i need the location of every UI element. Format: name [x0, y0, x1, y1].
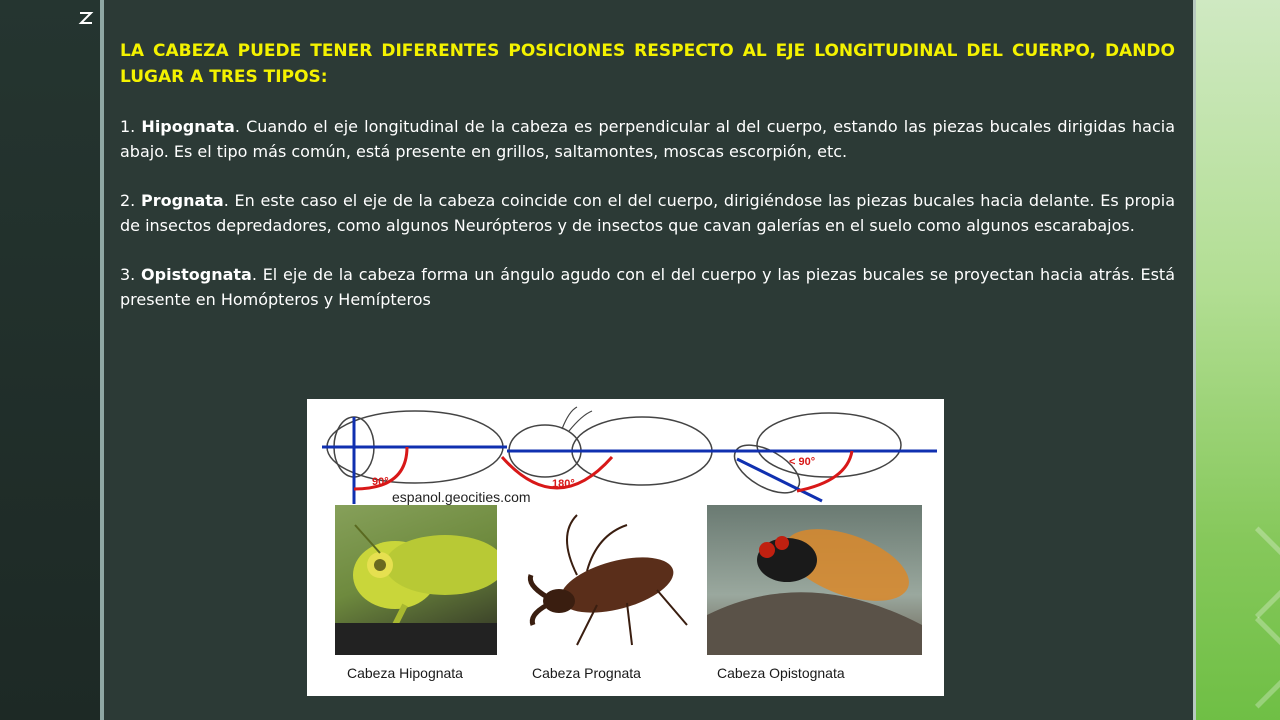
item-term: Hipognata	[141, 117, 235, 136]
left-margin-strip	[0, 0, 104, 720]
photo-grasshopper	[335, 505, 497, 655]
green-side-panel	[1196, 0, 1280, 720]
slide-content	[120, 38, 1175, 336]
slide-heading: LA CABEZA PUEDE TENER DIFERENTES POSICIONES RESPECTO AL EJE LONGITUDINAL DEL CUERPO, DANDO LUGAR A TRES TIPOS:	[120, 41, 1175, 87]
item-prognata	[120, 188, 1175, 238]
image-credit: espanol.geocities.com	[392, 489, 531, 505]
item-opistognata	[120, 262, 1175, 312]
photo-beetle	[517, 505, 699, 655]
item-number: 2.	[120, 191, 136, 210]
angle-label: 180°	[552, 478, 575, 490]
item-description: . Cuando el eje longitudinal de la cabeza es perpendicular al del cuerpo, estando las piezas bucales dirigidas hacia abajo. Es el tipo más común, está presente en grillos, saltamontes, moscas escorpión, etc.	[120, 117, 1175, 161]
caption-hipognata: Cabeza Hipognata	[347, 665, 463, 681]
item-description: . El eje de la cabeza forma un ángulo agudo con el del cuerpo y las piezas bucales se proyectan hacia atrás. Está presente en Homópteros y Hemípteros	[120, 265, 1175, 309]
angle-label: 90°	[372, 476, 389, 488]
photo-cicada	[707, 505, 922, 655]
head-positions-figure	[307, 399, 944, 696]
caption-opistognata: Cabeza Opistognata	[717, 665, 845, 681]
item-term: Prognata	[141, 191, 224, 210]
angle-label: < 90°	[789, 456, 816, 468]
logo-z-icon	[78, 10, 94, 26]
item-number: 1.	[120, 117, 136, 136]
item-term: Opistognata	[141, 265, 252, 284]
chevron-decoration-icon	[1213, 617, 1280, 709]
caption-prognata: Cabeza Prognata	[532, 665, 641, 681]
item-hipognata	[120, 114, 1175, 164]
chevron-decoration-icon	[1213, 527, 1280, 619]
item-number: 3.	[120, 265, 136, 284]
item-description: . En este caso el eje de la cabeza coincide con el del cuerpo, dirigiéndose las piezas bucales hacia delante. Es propia de insectos depredadores, como algunos Neurópteros y de insectos que cavan galerías en el suelo como algunos escarabajos.	[120, 191, 1175, 235]
